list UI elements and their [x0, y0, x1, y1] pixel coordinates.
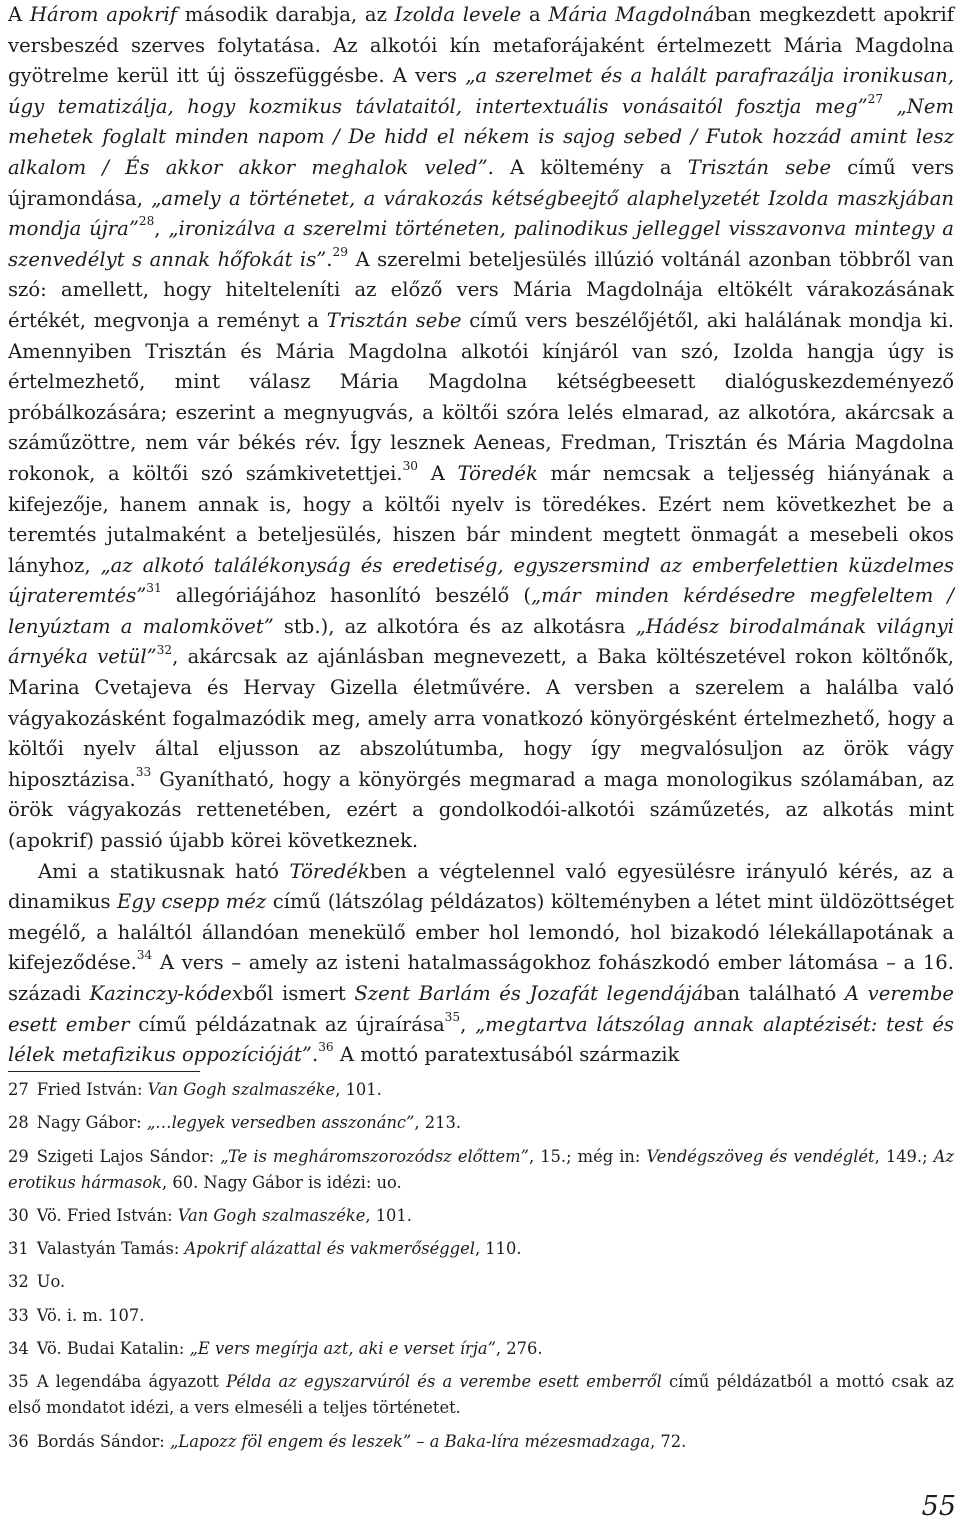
footnote: [8, 1236, 954, 1262]
text-run: .: [311, 1043, 319, 1067]
quotation: „ironizálva a szerelmi történeten, palinodikus jelleggel visszavonva mintegy a szenvedélyt s annak hőfokát is”: [8, 217, 954, 271]
footnote: [8, 1077, 954, 1103]
paragraph-1: [8, 0, 954, 857]
footnote-ref: 36: [318, 1040, 334, 1055]
text-run: A: [418, 461, 458, 485]
footnote-number: 35: [8, 1372, 29, 1392]
footnote-title: a Baka-líra mézesmadzaga: [429, 1431, 651, 1451]
text-run: A: [8, 3, 30, 26]
quotation: „Hádész birodalmának világnyi árnyéka vetül”: [8, 614, 954, 669]
footnote: [8, 1369, 954, 1421]
footnote-text: Vö. Fried István:: [36, 1205, 178, 1225]
footnote-number: 32: [8, 1272, 29, 1292]
footnote-number: 30: [8, 1205, 29, 1225]
quotation: „a szerelmet és a halált parafrazálja ironikusan, úgy tematizálja, hogy kozmikus távlataitól, intertextuális vonásaitól fosztja meg”: [8, 64, 955, 118]
text-run: ,: [154, 217, 169, 241]
text-run: . A költemény a: [487, 155, 688, 179]
footnote-title: „…legyek versedben asszonánc”: [146, 1113, 415, 1133]
footnote-text: , 72.: [650, 1431, 687, 1451]
footnote-text: című példázatból a mottó csak az első mondatot idézi, a vers elmeséli a teljes történetet.: [8, 1372, 954, 1418]
text-run: Ami a statikusnak ható: [38, 859, 290, 883]
text-run: című (látszólag példázatos) költeményben a létet mint üldözöttséget megélő, a haláltól állandóan menekülő ember hol lemondó, hol bizakodó lélekállapotának a kifejeződése.: [8, 890, 954, 975]
quotation: „az alkotó találékonyság és eredetiség, egyszersmind az emberfelettien küzdelmes újrateremtés”: [8, 553, 954, 608]
page-number: 55: [921, 1491, 956, 1522]
footnote-title: „Lapozz föl engem és leszek”: [169, 1431, 412, 1451]
footnote-ref: 33: [135, 764, 152, 779]
footnote-text: Szigeti Lajos Sándor:: [36, 1146, 221, 1166]
quotation: „megtartva látszólag annak alaptézisét: test és lélek metafizikus oppozícióját”: [8, 1012, 954, 1067]
work-title: Szent Barlám és Jozafát legendájá: [354, 982, 704, 1005]
footnote: [8, 1303, 954, 1329]
text-run: .: [326, 247, 333, 271]
text-run: ,: [460, 1012, 476, 1036]
footnote: [8, 1203, 954, 1229]
quotation: „Nem mehetek foglalt minden napom / De hidd el nékem is sajog sebed / Futok hozzád amint lesz alkalom / És akkor akkor meghalok veled”: [8, 94, 955, 179]
footnote-text: , 101.: [365, 1205, 412, 1225]
footnote-text: A legendába ágyazott: [36, 1372, 227, 1392]
text-run: allegóriájához hasonlító beszélő (: [161, 584, 532, 608]
footnote-ref: 34: [136, 948, 153, 963]
text-run: A mottó paratextusából származik: [333, 1043, 680, 1067]
work-title: Trisztán sebe: [687, 155, 832, 179]
footnote-title: Apokrif alázattal és vakmerőséggel: [184, 1239, 475, 1259]
quotation: „amely a történetet, a várakozás kétségbeejtő alaphelyzetét Izolda maszkjában mondja újra”: [8, 186, 955, 241]
text-run: című példázatnak az újraírása: [129, 1012, 445, 1036]
footnote-number: 29: [8, 1146, 29, 1166]
work-title: A verembe esett ember: [8, 982, 954, 1036]
work-title: Izolda levele: [394, 3, 522, 26]
footnote: [8, 1269, 954, 1295]
footnote-divider: [8, 1071, 200, 1072]
text-run: ban található: [703, 982, 845, 1005]
work-title: Töredék: [289, 859, 370, 883]
footnote-title: Van Gogh szalmaszéke: [147, 1080, 336, 1099]
footnote: [8, 1144, 954, 1196]
footnote-text: Vö. Budai Katalin:: [36, 1339, 190, 1359]
text-run: stb.), az alkotóra és az alkotásra: [273, 614, 636, 638]
footnotes: [8, 1077, 954, 1462]
text-run: A szerelmi beteljesülés illúzió voltánál azonban többről van szó: amellett, hogy hitelteleníti az előző vers Mária Magdolnája eltökélt várakozásának értékét, megvonja a reményt a: [8, 247, 954, 332]
footnote-text: , 213.: [414, 1113, 461, 1133]
footnote-title: „E vers megírja azt, aki e verset írja”: [189, 1339, 496, 1359]
text-run: ből ismert: [242, 982, 355, 1005]
text-run: A vers – amely az isteni hatalmasságokhoz fohászkodó ember látomása – a 16. századi: [8, 951, 954, 1005]
footnote-number: 36: [8, 1431, 29, 1451]
work-title: Három apokrif: [29, 3, 177, 26]
footnote-title: „Te is megháromszorozódsz előttem”: [220, 1146, 529, 1166]
text-run: már nemcsak a teljesség hiányának a kifejezője, hanem annak is, hogy a költői nyelv is töredékes. Ezért nem következhet be a teremtés jutalmaként a beteljesülés, hiszen bár mindent megtett önmagát a mesebeli okos lányhoz,: [8, 461, 954, 577]
text-run: Gyanítható, hogy a könyörgés megmarad a maga monologikus szólamában, az örök vágyakozás rettenetében, ezért a gondolkodói-alkotói száműzetés, az alkotás mint (apokrif) passió újabb körei következnek.: [8, 767, 954, 853]
footnote-title: Példa az egyszarvúról és a verembe esett emberről: [226, 1372, 662, 1392]
footnote-text: Bordás Sándor:: [36, 1431, 170, 1451]
footnote-number: 34: [8, 1339, 29, 1359]
footnote-text: , 149.;: [874, 1146, 934, 1166]
footnote-text: , 110.: [474, 1239, 522, 1259]
footnote-text: , 15.; még in:: [528, 1146, 647, 1166]
footnote-ref: 31: [146, 581, 162, 596]
footnote: [8, 1110, 954, 1136]
footnote-text: Nagy Gábor:: [36, 1113, 147, 1133]
work-title: Mária Magdolná: [548, 3, 715, 26]
text-run: című vers újramondása,: [8, 155, 955, 210]
footnote-title: Az erotikus hármasok: [8, 1146, 954, 1192]
footnote-text: Uo.: [36, 1272, 66, 1292]
footnote-text: , 276.: [495, 1339, 543, 1359]
text-run: ban megkezdett apokrif versbeszéd szerves folytatása. Az alkotói kín metaforájaként értelmezett Mária Magdolna gyötrelme kerül itt új összefüggésbe. A vers: [8, 3, 955, 88]
footnote-text: Fried István:: [36, 1080, 148, 1099]
footnote-ref: 27: [867, 91, 884, 106]
footnote-text: , 101.: [335, 1080, 382, 1099]
footnote-ref: 35: [444, 1009, 461, 1024]
footnote-text: , 60. Nagy Gábor is idézi: uo.: [162, 1172, 402, 1192]
paragraph-2: [8, 857, 954, 1071]
footnote-text: Vö. i. m. 107.: [36, 1305, 145, 1325]
footnote-ref: 28: [138, 214, 155, 229]
work-title: Egy csepp méz: [117, 890, 267, 914]
text-run: című vers beszélőjétől, aki halálának mondja ki. Amennyiben Trisztán és Mária Magdolna alkotói kínjáról van szó, Izolda hangja úgy is értelmezhető, mint válasz Mária Magdolna kétségbeesett dialóguskezdeményező próbálkozására; eszerint a megnyugvás, a költői szóra lelés elmarad, az alkotóra, akárcsak a száműzöttre, nem vár békés rév. Így lesznek Aeneas, Fredman, Trisztán és Mária Magdolna rokonok, a költői szó számkivetettjei.: [8, 308, 954, 485]
body-text: [8, 0, 954, 1071]
footnote: [8, 1336, 954, 1362]
text-run: a: [521, 3, 549, 26]
footnote: [8, 1429, 954, 1455]
quotation: „már minden kérdésedre megfeleltem / lenyúztam a malomkövet”: [8, 584, 954, 638]
text-run: , akárcsak az ajánlásban megnevezett, a Baka költészetével rokon költőnők, Marina Cvetajeva és Hervay Gizella életművére. A versben a szerelem a halálba való vágyakozásként fogalmazódik meg, amely arra vonatkozó könyörgésként értelmezhető, hogy a költői nyelv által eljusson az abszolútumba, hogy így megvalósuljon az örök vágy hiposztázisa.: [8, 645, 954, 791]
footnote-text: Valastyán Tamás:: [36, 1239, 185, 1259]
footnote-ref: 29: [332, 244, 348, 259]
work-title: Töredék: [457, 461, 538, 485]
text-run: második darabja, az: [176, 3, 395, 26]
work-title: Trisztán sebe: [326, 308, 462, 332]
footnote-title: Vendégszöveg és vendéglét: [646, 1146, 875, 1166]
text-run: ben a végtelennel való egyesülésre irányuló kérés, az a dinamikus: [8, 859, 954, 914]
footnote-number: 31: [8, 1239, 29, 1259]
footnote-ref: 32: [156, 642, 173, 657]
work-title: Kazinczy-kódex: [89, 982, 243, 1005]
footnote-number: 28: [8, 1113, 29, 1133]
footnote-number: 33: [8, 1305, 29, 1325]
footnote-title: Van Gogh szalmaszéke: [177, 1205, 366, 1225]
footnote-number: 27: [8, 1080, 29, 1099]
footnote-text: –: [411, 1431, 430, 1451]
footnote-ref: 30: [402, 458, 419, 473]
